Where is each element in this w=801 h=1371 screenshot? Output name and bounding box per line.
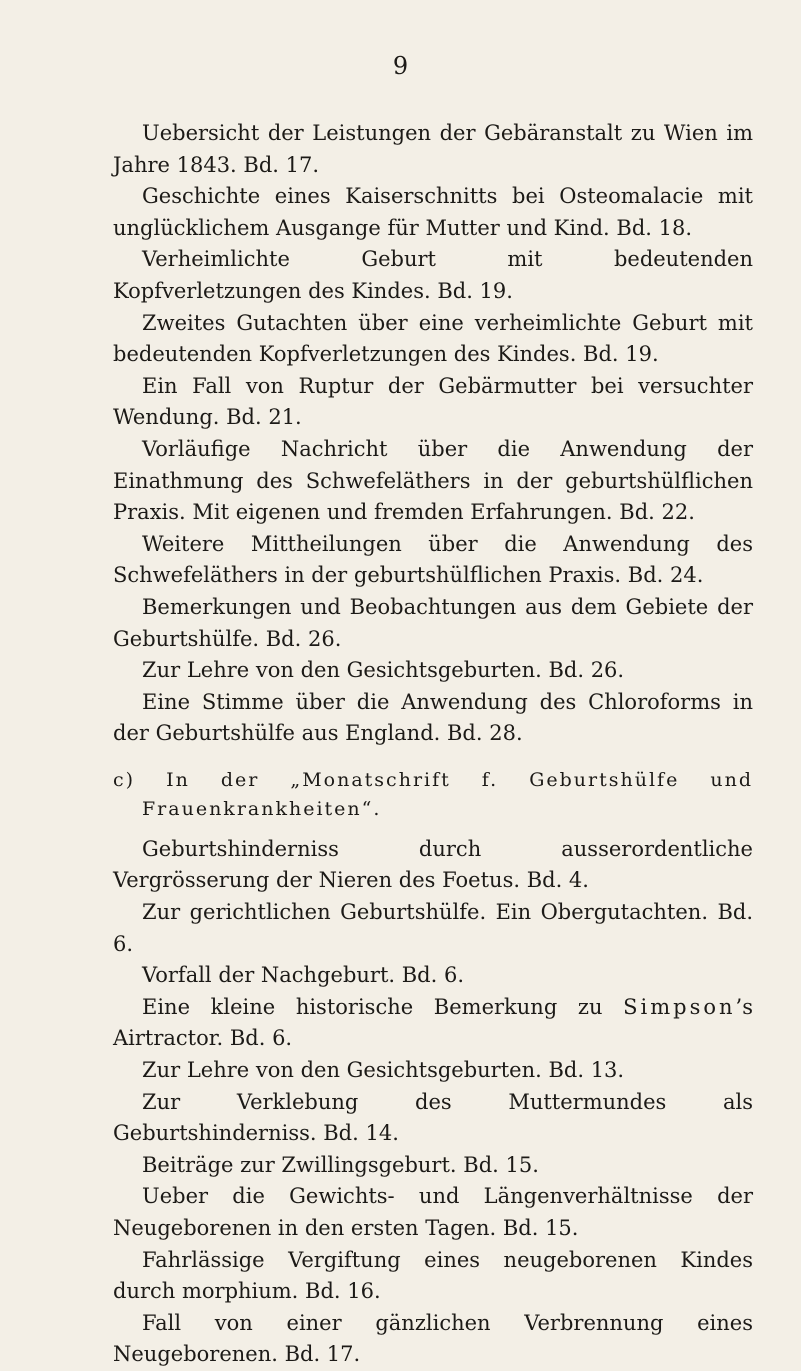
bibliography-entry: Beiträge zur Zwillingsgeburt. Bd. 15. [142,1152,539,1177]
bibliography-entry: Geschichte eines Kaiserschnitts bei Osteomalacie mit unglücklichem Ausgange für Mutter und Kind. Bd. 18. [113,184,753,240]
bibliography-entry: Zur gerichtlichen Geburtshülfe. Ein Obergutachten. Bd. 6. [113,900,753,956]
bibliography-entry: Eine Stimme über die Anwendung des Chloroforms in der Geburtshülfe aus England. Bd. 28. [113,689,753,746]
entry-text: Eine kleine historische Bemerkung zu [142,994,624,1019]
bibliography-entry: Bemerkungen und Beobachtungen aus dem Gebiete der Geburtshülfe. Bd. 26. [113,594,753,651]
bibliography-entry: Ein Fall von Ruptur der Gebärmutter bei versuchter Wendung. Bd. 21. [113,373,753,430]
bibliography-entry: Zweites Gutachten über eine verheimlichte Geburt mit bedeutenden Kopfverletzungen des Kindes. Bd. 19. [113,310,753,367]
bibliography-entry: Geburtshinderniss durch ausserordentliche Vergrösserung der Nieren des Foetus. Bd. 4. [113,836,753,893]
bibliography-entry: Fall von einer gänzlichen Verbrennung eines Neugeborenen. Bd. 17. [113,1310,753,1367]
bibliography-entry: Fahrlässige Vergiftung eines neugeborenen Kindes durch morphium. Bd. 16. [113,1247,753,1304]
bibliography-entry: Vorfall der Nachgeburt. Bd. 6. [142,963,465,988]
author-name: Simpson [623,994,736,1019]
bibliography-entry: Weitere Mittheilungen über die Anwendung des Schwefeläthers in der geburtshülflichen Praxis. Bd. 24. [113,531,753,588]
bibliography-list [113,118,753,1371]
bibliography-entry-simpson [113,992,753,1055]
section-heading: c) In der „Monatschrift f. Geburtshülfe und Frauenkrankheiten“. [113,768,753,820]
entry-text: ’s Airtractor. Bd. 6. [113,994,753,1051]
bibliography-entry: Zur Verklebung des Muttermundes als Geburtshinderniss. Bd. 14. [113,1089,753,1146]
bibliography-entry: Zur Lehre von den Gesichtsgeburten. Bd. 26. [142,658,625,683]
bibliography-entry: Uebersicht der Leistungen der Gebäranstalt zu Wien im Jahre 1843. Bd. 17. [113,121,753,177]
bibliography-entry: Verheimlichte Geburt mit bedeutenden Kopfverletzungen des Kindes. Bd. 19. [113,247,753,303]
bibliography-entry: Zur Lehre von den Gesichtsgeburten. Bd. 13. [142,1058,625,1083]
bibliography-entry: Ueber die Gewichts- und Längenverhältnisse der Neugeborenen in den ersten Tagen. Bd. 15. [113,1184,753,1240]
bibliography-entry: Vorläufige Nachricht über die Anwendung der Einathmung des Schwefeläthers in der geburtshülflichen Praxis. Mit eigenen und fremden Erfahrungen. Bd. 22. [113,436,753,525]
page-number: 9 [392,52,409,80]
